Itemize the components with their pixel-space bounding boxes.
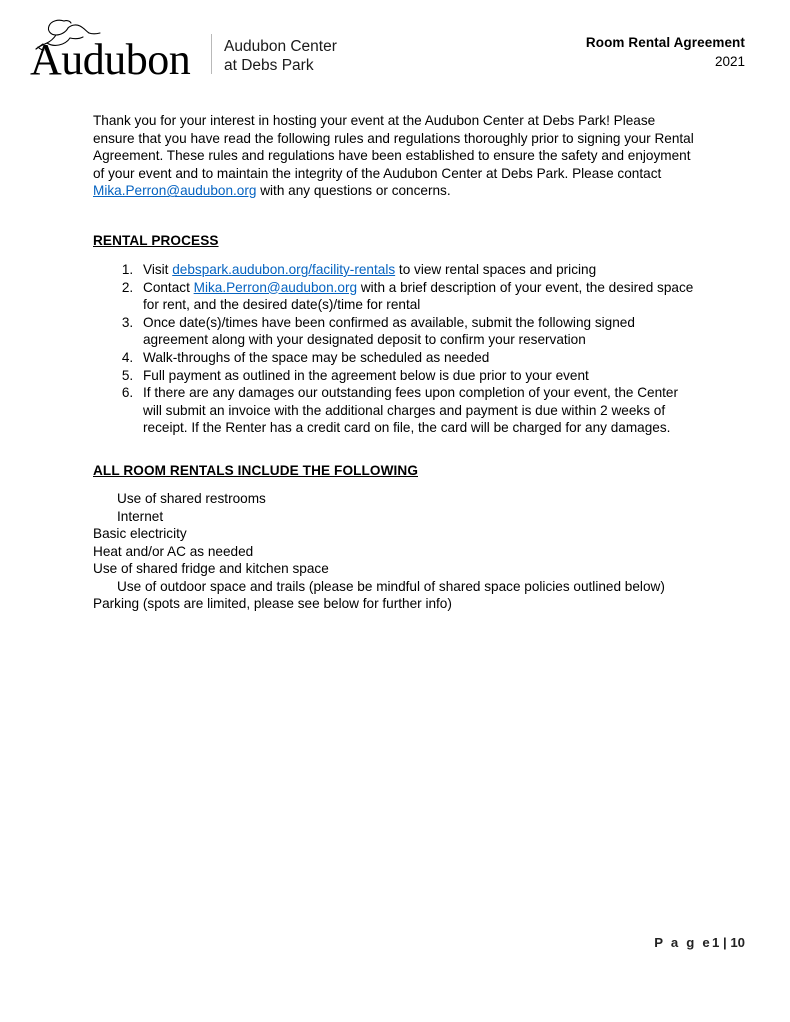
intro-text-part1: Thank you for your interest in hosting your event at the Audubon Center at Debs Park! Please ensure that you have read the following rules and regulations thoroughly prior to signing your Rental Agreement. These rules and regulations have been established to ensure the safety and enjoyment of your event and to maintain the integrity of the Audubon Center at Debs Park. Please contact [93, 113, 694, 181]
list-item [137, 314, 698, 349]
item-text-before: Walk-throughs of the space may be scheduled as needed [143, 349, 490, 365]
document-body [93, 112, 698, 613]
list-item [137, 349, 698, 367]
page-footer [0, 935, 745, 950]
page-header [0, 0, 790, 100]
logo-tagline-line1: Audubon Center [224, 38, 337, 55]
item-text-before: Once date(s)/times have been confirmed as available, submit the following signed agreement along with your designated deposit to confirm your reservation [143, 314, 635, 348]
list-item: Internet [117, 508, 164, 524]
item-text-after: to view rental spaces and pricing [395, 261, 597, 277]
list-item: Use of shared restrooms [117, 490, 266, 506]
inclusions-list [93, 490, 698, 613]
item-text-before: Visit [143, 261, 173, 277]
list-item: Parking (spots are limited, please see below for further info) [93, 596, 452, 612]
audubon-logo [30, 18, 337, 84]
email-link-intro[interactable]: Mika.Perron@audubon.org [93, 183, 257, 199]
item-text-after: with a brief description of your event, the desired space for rent, and the desired date(s)/time for rental [143, 279, 694, 313]
list-item [137, 367, 698, 385]
logo-divider [211, 34, 212, 74]
facility-rentals-link[interactable]: debspark.audubon.org/facility-rentals [172, 261, 396, 277]
footer-separator: | [722, 935, 727, 950]
item-text-before: If there are any damages our outstanding fees upon completion of your event, the Center will submit an invoice with the additional charges and payment is due within 2 weeks of receipt. If the Renter has a credit card on file, the card will be charged for any damages. [143, 385, 679, 436]
intro-text-part2: with any questions or concerns. [256, 183, 451, 199]
list-item [137, 261, 698, 279]
item-text-before: Full payment as outlined in the agreement below is due prior to your event [143, 367, 589, 383]
document-year: 2021 [714, 54, 745, 69]
logo-wordmark: Audubon [30, 35, 191, 84]
list-item: Use of shared fridge and kitchen space [93, 561, 329, 577]
list-item: Basic electricity [93, 526, 187, 542]
list-item: Use of outdoor space and trails (please be mindful of shared space policies outlined below) [117, 578, 665, 594]
logo-tagline [224, 37, 337, 80]
logo-mark [30, 18, 205, 84]
logo-tagline-line2: at Debs Park [224, 57, 314, 74]
rental-process-list [93, 261, 698, 437]
footer-page-total: 10 [730, 935, 745, 950]
footer-page-label: P a g e [654, 935, 712, 950]
footer-page-number: 1 [711, 935, 720, 950]
heading-rental-process: RENTAL PROCESS [93, 232, 219, 248]
heading-inclusions: ALL ROOM RENTALS INCLUDE THE FOLLOWING [93, 462, 418, 478]
email-link-contact[interactable]: Mika.Perron@audubon.org [193, 279, 358, 295]
document-title: Room Rental Agreement [585, 35, 745, 50]
list-item [137, 384, 698, 437]
intro-paragraph [93, 112, 698, 200]
list-item: Heat and/or AC as needed [93, 543, 254, 559]
list-item [137, 279, 698, 314]
document-header-block [586, 34, 745, 71]
item-text-before: Contact [143, 279, 194, 295]
